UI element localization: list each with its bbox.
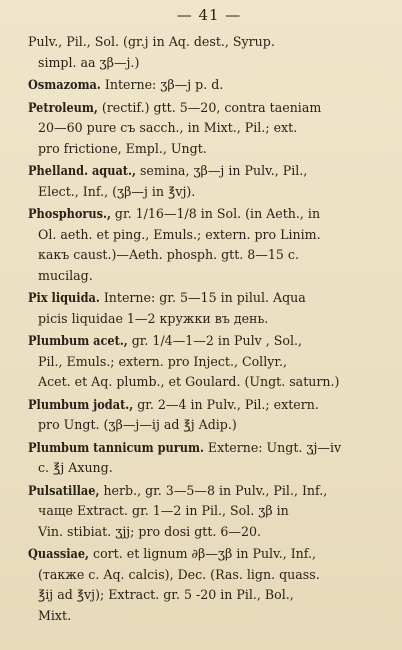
entry-text: ℥ij ad ℥vj); Extract. gr. 5 -20 in Pil., Bol., [38,587,294,602]
entry-text: gr. 1/4—1—2 in Pulv , Sol., [127,333,303,348]
entry-text: какъ caust.)—Aeth. phosph. gtt. 8—15 c. [38,247,299,262]
entry-term: Osmazoma. [28,77,101,92]
entry-text: Acet. et Aq. plumb., et Goulard. (Ungt. saturn.) [38,374,340,389]
entry-line [28,458,384,479]
entry-term: Phelland. aquat., [28,163,136,178]
entry-line [28,98,384,119]
entry-text: Pulv., Pil., Sol. (gr.j in Aq. dest., Syrup. [28,34,275,49]
entry [28,161,384,202]
entry-line [28,245,384,266]
entry-text: (также c. Aq. calcis), Dec. (Ras. lign. quass. [38,566,320,582]
entry-line [28,606,384,627]
entry-text: herb., gr. 3—5—8 in Pulv., Pil., Inf., [99,482,328,498]
entry-line [28,75,384,96]
entry-line [28,522,384,543]
entry-text: Interne: gr. 5—15 in pilul. Aqua [99,290,306,305]
entry [28,438,384,479]
entry-text: Vin. stibiat. ʒjj; pro dosi gtt. 6—20. [38,523,262,539]
entry-term: Phosphorus., [28,206,111,221]
entry [28,204,384,286]
entry-line [28,395,384,416]
entry-text: Interne: ʒβ—j p. d. [100,77,224,92]
entry [28,544,384,626]
entry [28,395,384,436]
entry-text: gr. 2—4 in Pulv., Pil.; extern. [133,396,319,412]
entry-line [28,53,384,74]
entry-text: Elect., Inf., (ʒβ—j in ℥vj). [38,183,196,199]
entry [28,75,384,96]
entry [28,98,384,160]
entry-term: Plumbum jodat., [28,396,134,412]
entry-text: Mixt. [38,607,72,623]
entry-line [28,309,384,330]
entry-text: pro Ungt. (ʒβ—j—ij ad ℥j Adip.) [38,417,237,432]
entry-line [28,481,384,502]
entry-term: Petroleum, [28,99,98,115]
entry [28,481,384,543]
entry-line [28,415,384,436]
entry-line [28,139,384,160]
entry-line [28,352,384,373]
entry-line [28,32,384,53]
entry-text: semina, ʒβ—j in Pulv., Pil., [135,163,308,178]
entry [28,32,384,73]
entry-line [28,118,384,139]
entry-text: Externe: Ungt. ʒj—iv [203,439,342,455]
entry-line [28,182,384,203]
entry-line [28,288,384,309]
entry-text: Ol. aeth. et ping., Emuls.; extern. pro Linim. [38,226,321,242]
entry-line [28,225,384,246]
entry-text: mucilag. [38,267,93,283]
entry-text: чаще Extract. gr. 1—2 in Pil., Sol. ʒβ in [38,503,289,518]
entry-term: Plumbum acet., [28,333,128,348]
entry-term: Quassiae, [28,546,90,561]
entry-line [28,331,384,352]
entry-line [28,204,384,225]
entry-list [28,32,384,626]
entry-line [28,161,384,182]
entry-text: cort. et lignum ∂β—ʒβ in Pulv., Inf., [89,546,317,561]
entry-line [28,585,384,606]
entry-term: Plumbum tannicum purum. [28,439,204,455]
entry-text: simpl. aa ʒβ—j.) [38,54,140,70]
entry [28,331,384,393]
entry-line [28,501,384,522]
entry-term: Pulsatillae, [28,482,100,498]
entry-text: c. ℥j Axung. [38,460,113,475]
entry-text: (rectif.) gtt. 5—20, contra taeniam [97,99,322,115]
entry-text: gr. 1/16—1/8 in Sol. (in Aeth., in [110,206,321,221]
entry-line [28,372,384,393]
entry-text: Pil., Emuls.; extern. pro Inject., Collyr., [38,353,287,369]
entry-text: pro frictione, Empl., Ungt. [38,140,207,156]
entry-text: picis liquidae 1—2 кружки въ день. [38,310,269,326]
entry-line [28,438,384,459]
entry-term: Pix liquida. [28,290,100,305]
page-number: — 41 — [176,6,242,24]
entry-line [28,565,384,586]
entry [28,288,384,329]
entry-text: 20—60 pure съ sacch., in Mixt., Pil.; ext. [38,120,298,135]
entry-line [28,266,384,287]
entry-line [28,544,384,565]
